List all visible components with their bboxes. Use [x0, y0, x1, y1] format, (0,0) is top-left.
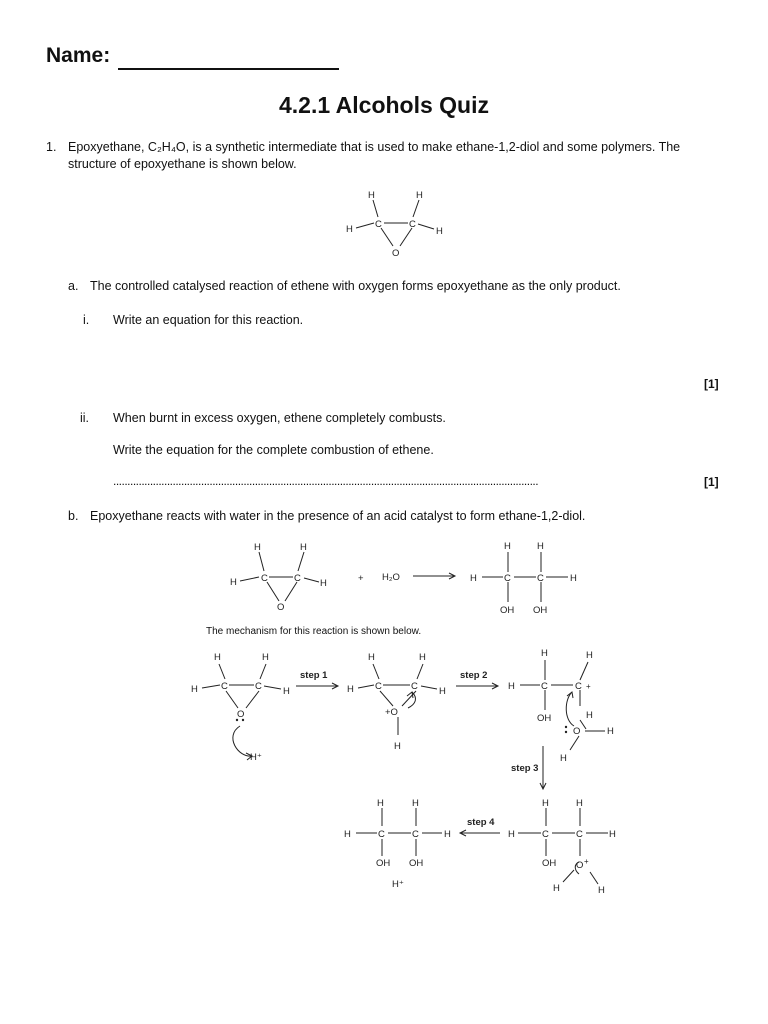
mechanism-caption: The mechanism for this reaction is shown below. — [206, 626, 422, 637]
step-3-label: step 3 — [511, 763, 539, 774]
step-4-label: step 4 — [467, 817, 495, 828]
question-intro-line-1: Epoxyethane, C₂H₄O, is a synthetic intermediate that is used to make ethane-1,2-diol and some polymers. The — [68, 140, 681, 154]
atom-h: H — [586, 710, 593, 721]
part-a-i-label: i. — [83, 313, 90, 327]
atom-c: C — [576, 829, 583, 840]
page-title: 4.2.1 Alcohols Quiz — [278, 92, 490, 118]
hydroxyl-group: OH — [409, 858, 424, 869]
atom-c: C — [411, 681, 418, 692]
epoxyethane-structure — [336, 186, 454, 262]
oxonium-oxygen: +O — [385, 707, 398, 718]
atom-h: H — [346, 224, 353, 235]
atom-h: H — [508, 829, 515, 840]
atom-h: H — [570, 573, 577, 584]
atom-h: H — [439, 686, 446, 697]
hydroxyl-group: OH — [533, 605, 548, 616]
part-a-ii-marks: [1] — [704, 475, 719, 489]
atom-c: C — [537, 573, 544, 584]
atom-h: H — [214, 652, 221, 663]
atom-c: C — [294, 573, 301, 584]
reaction-mechanism — [180, 640, 650, 900]
part-a-text: The controlled catalysed reaction of ethene with oxygen forms epoxyethane as the only product. — [90, 279, 621, 293]
atom-h: H — [320, 578, 327, 589]
water-formula: H₂O — [382, 572, 400, 583]
atom-h: H — [377, 798, 384, 809]
part-a-ii-label: ii. — [80, 411, 90, 425]
atom-h: H — [537, 541, 544, 552]
atom-h: H — [607, 726, 614, 737]
part-a-i-text: Write an equation for this reaction. — [113, 313, 304, 327]
atom-h: H — [444, 829, 451, 840]
part-a-label: a. — [68, 279, 79, 293]
atom-c: C — [261, 573, 268, 584]
atom-o: O — [573, 726, 581, 737]
atom-h: H — [262, 652, 269, 663]
atom-h: H — [416, 190, 423, 201]
atom-c: C — [221, 681, 228, 692]
hydroxyl-group: OH — [537, 713, 552, 724]
atom-c: C — [255, 681, 262, 692]
atom-c: C — [412, 829, 419, 840]
atom-h: H — [586, 650, 593, 661]
part-a-ii-text-1: When burnt in excess oxygen, ethene completely combusts. — [113, 411, 446, 425]
atom-h: H — [553, 883, 560, 894]
name-answer-line[interactable] — [118, 68, 339, 70]
atom-h: H — [508, 681, 515, 692]
atom-h: H — [344, 829, 351, 840]
part-b-label: b. — [68, 509, 79, 523]
hydroxyl-group: OH — [542, 858, 557, 869]
atom-o: O — [277, 602, 285, 613]
atom-h: H — [191, 684, 198, 695]
atom-c: C — [504, 573, 511, 584]
answer-line[interactable]: ...................................................................................................................................................... — [113, 474, 539, 488]
step-2-label: step 2 — [460, 670, 488, 681]
atom-h: H — [283, 686, 290, 697]
atom-h: H — [504, 541, 511, 552]
proton: H⁺ — [392, 879, 404, 890]
carbocation-charge: + — [586, 682, 591, 691]
atom-h: H — [394, 741, 401, 752]
question-number: 1. — [46, 140, 57, 154]
atom-h: H — [368, 190, 375, 201]
atom-h: H — [230, 577, 237, 588]
atom-h: H — [300, 542, 307, 553]
atom-h: H — [436, 226, 443, 237]
part-b-text: Epoxyethane reacts with water in the presence of an acid catalyst to form ethane-1,2-diol. — [90, 509, 586, 523]
atom-o: O — [576, 860, 584, 871]
atom-h: H — [254, 542, 261, 553]
atom-c: C — [575, 681, 582, 692]
atom-h: H — [368, 652, 375, 663]
atom-h: H — [419, 652, 426, 663]
atom-h: H — [412, 798, 419, 809]
part-a-ii-text-2: Write the equation for the complete combustion of ethene. — [113, 443, 434, 457]
atom-c: C — [541, 681, 548, 692]
name-label: Name: — [46, 44, 111, 67]
atom-c: C — [375, 681, 382, 692]
atom-c: C — [375, 219, 382, 230]
step-1-label: step 1 — [300, 670, 328, 681]
plus-sign: + — [358, 573, 364, 584]
atom-h: H — [542, 798, 549, 809]
proton: H⁺ — [250, 752, 262, 763]
overall-reaction-scheme — [225, 538, 585, 620]
atom-c: C — [409, 219, 416, 230]
hydroxyl-group: OH — [500, 605, 515, 616]
atom-o: O — [237, 709, 245, 720]
atom-h: H — [560, 753, 567, 764]
atom-c: C — [542, 829, 549, 840]
atom-h: H — [470, 573, 477, 584]
atom-c: C — [378, 829, 385, 840]
atom-h: H — [609, 829, 616, 840]
atom-h: H — [347, 684, 354, 695]
atom-o: O — [392, 248, 400, 259]
atom-h: H — [541, 648, 548, 659]
hydroxyl-group: OH — [376, 858, 391, 869]
atom-h: H — [576, 798, 583, 809]
question-intro-line-2: structure of epoxyethane is shown below. — [68, 157, 297, 171]
atom-h: H — [598, 885, 605, 896]
oxonium-charge: + — [584, 857, 589, 866]
part-a-i-marks: [1] — [704, 377, 719, 391]
